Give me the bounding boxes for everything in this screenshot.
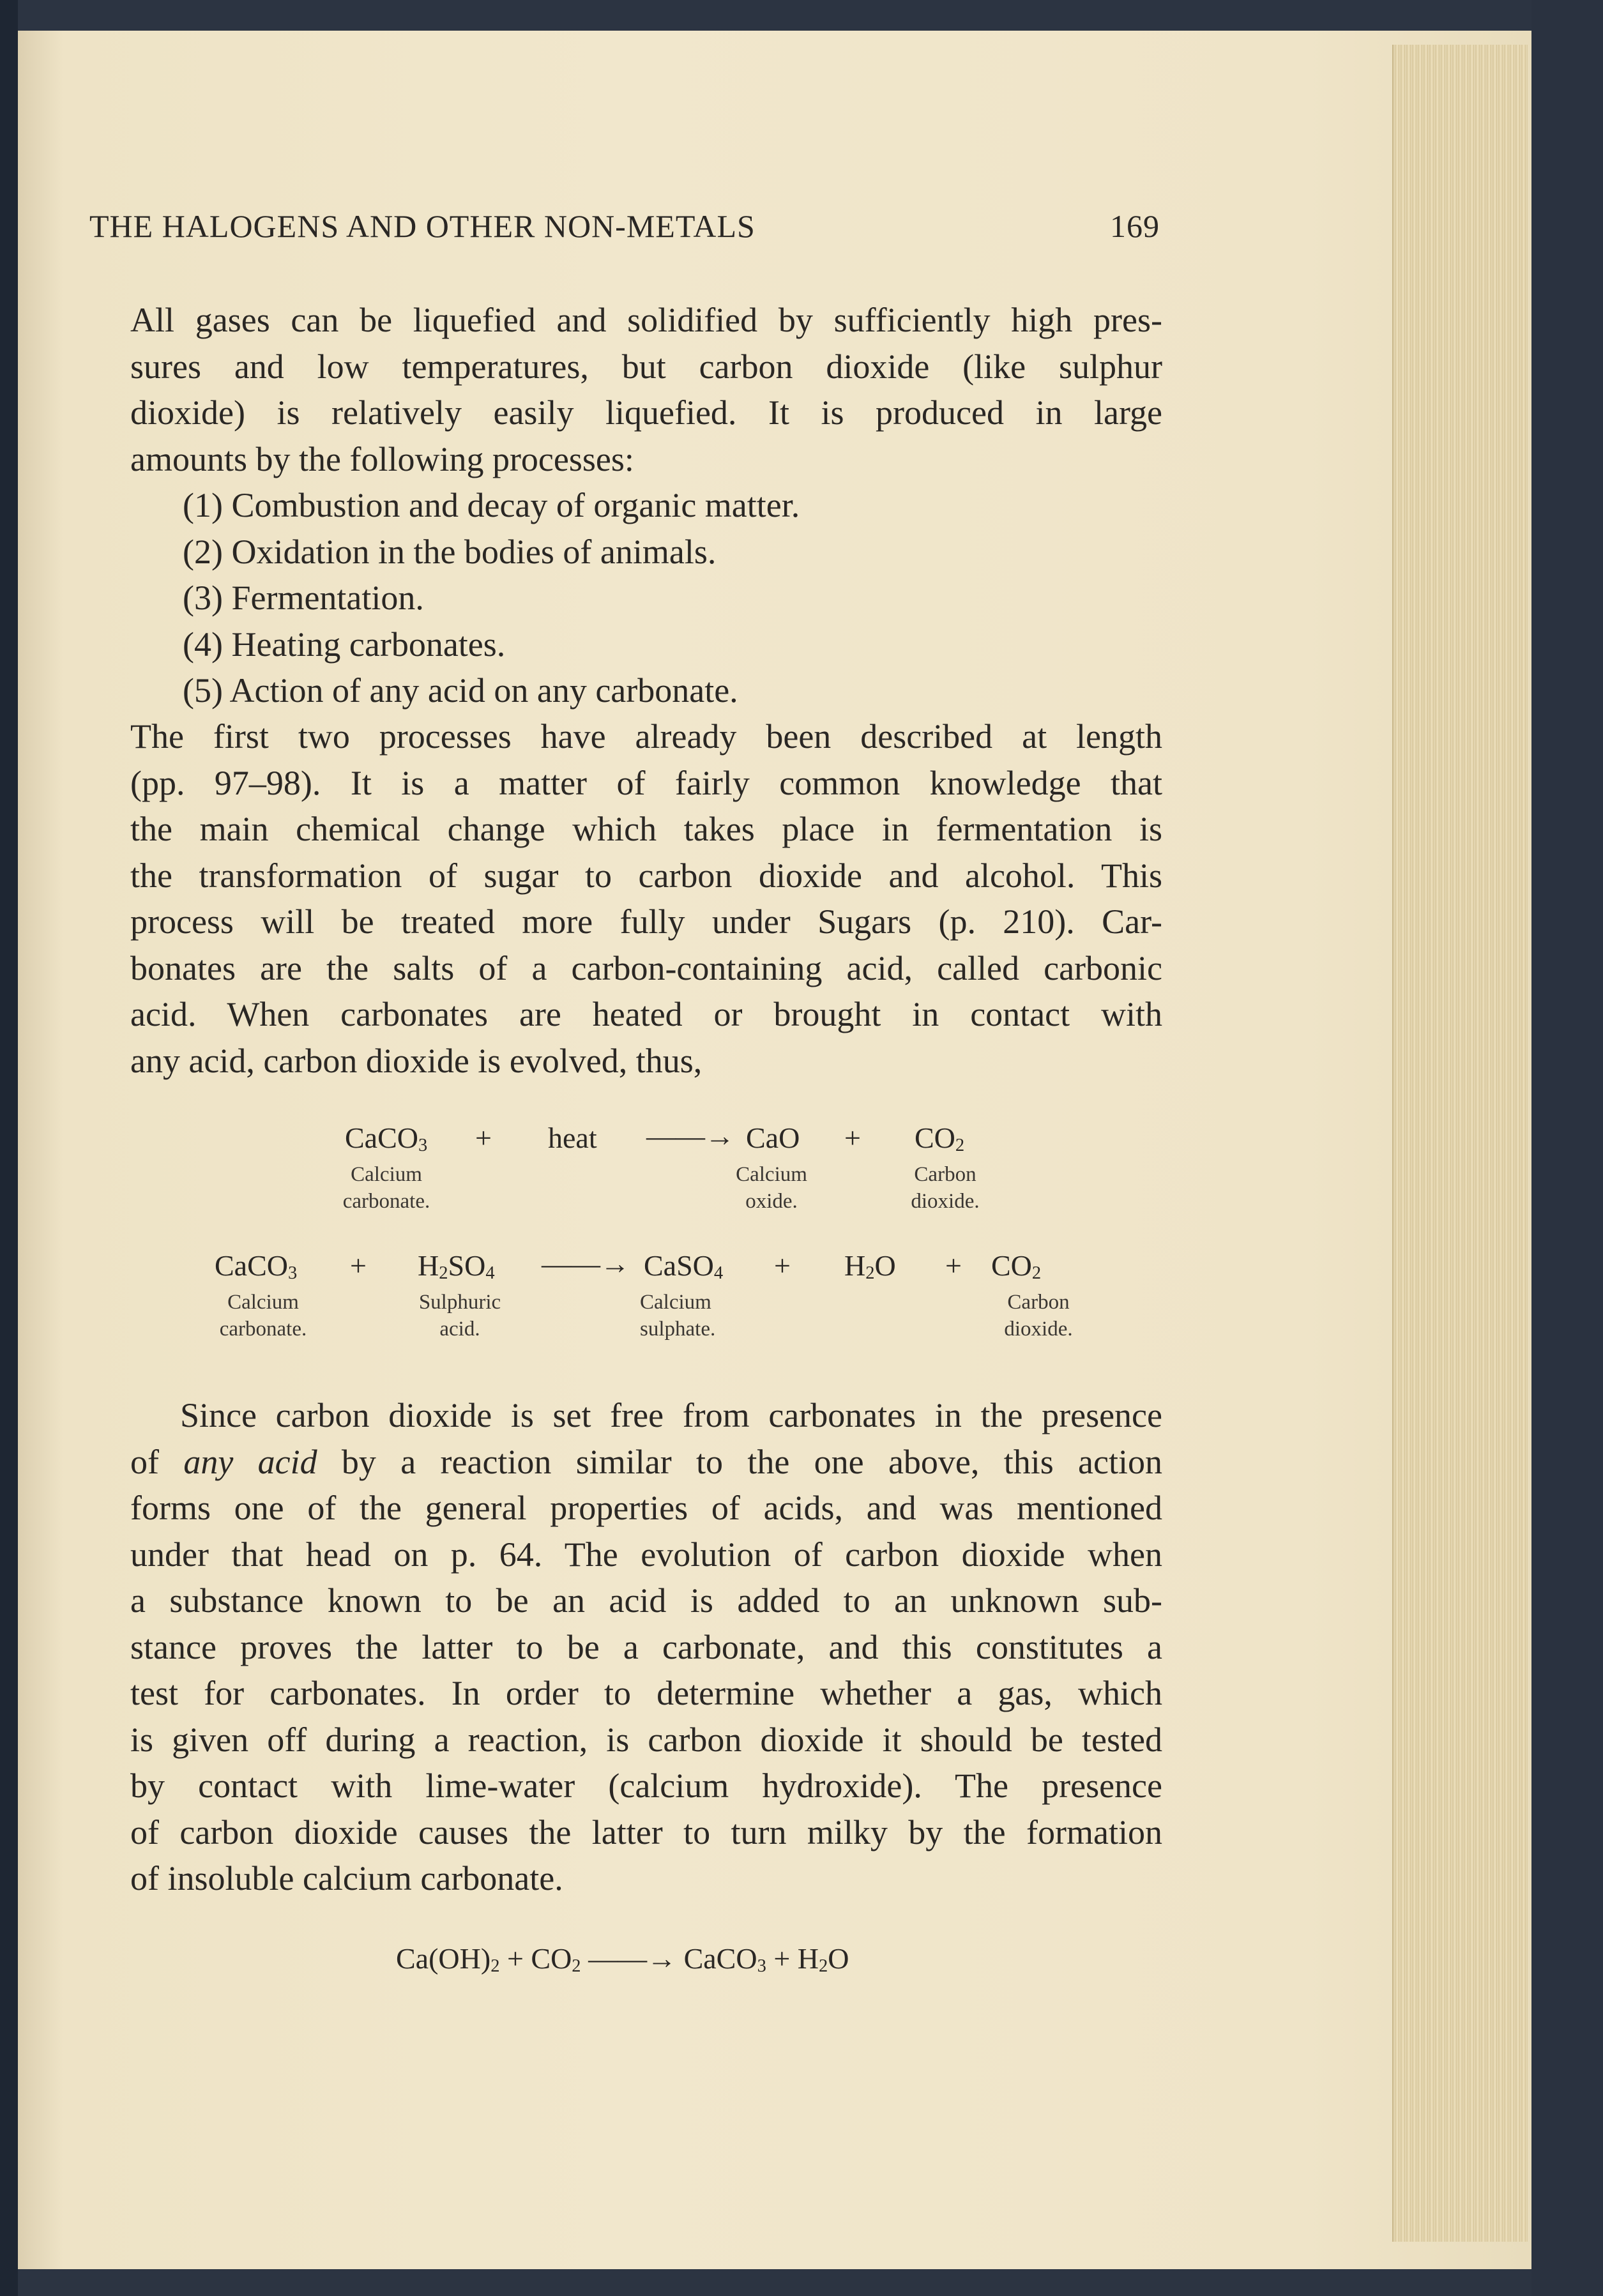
text-line: Since carbon dioxide is set free from carbonates in the presence bbox=[180, 1396, 1162, 1434]
emphasis-text: any acid bbox=[183, 1442, 317, 1481]
page-stack-edge bbox=[1392, 45, 1528, 2242]
text-line: forms one of the general properties of acids, and was mentioned bbox=[130, 1489, 1162, 1527]
equation-term: $H_2SO_4$ bbox=[418, 1249, 495, 1284]
plus-sign: + bbox=[945, 1249, 962, 1282]
text-line: process will be treated more fully under Sugars (p. 210). Car- bbox=[130, 902, 1162, 941]
text-line: the transformation of sugar to carbon dioxide and alcohol. This bbox=[130, 856, 1162, 895]
text-line: dioxide) is relatively easily liquefied. It is produced in large bbox=[130, 393, 1162, 432]
paragraph-processes bbox=[130, 713, 1162, 1084]
plus-sign: + bbox=[475, 1121, 492, 1154]
equation-term: $CO_2$ bbox=[915, 1121, 965, 1156]
compound-label: Calcium oxide. bbox=[736, 1163, 807, 1213]
process-list-item: (1) Combustion and decay of organic matter. bbox=[183, 486, 800, 524]
text-line: amounts by the following processes: bbox=[130, 439, 634, 478]
paragraph-acid-test bbox=[130, 1392, 1162, 1902]
running-header bbox=[89, 208, 1160, 245]
text-line: All gases can be liquefied and solidified by sufficiently high pres- bbox=[130, 301, 1162, 339]
text-line: The first two processes have already been described at length bbox=[130, 717, 1162, 756]
plus-sign: + bbox=[350, 1249, 367, 1282]
text-line: of insoluble calcium carbonate. bbox=[130, 1859, 563, 1897]
reaction-arrow: ——→ bbox=[542, 1247, 630, 1280]
equation-limewater-test: $Ca(OH)_2 + CO_2$ ——→ CaCO$_3$ + $H_2O$ bbox=[396, 1942, 849, 1977]
text-line: of carbon dioxide causes the latter to turn milky by the formation bbox=[130, 1813, 1162, 1851]
book-cover-right-edge bbox=[1531, 0, 1603, 2296]
text-line: of any acid by a reaction similar to the one above, this action bbox=[130, 1442, 1162, 1481]
text-line: a substance known to be an acid is added to an unknown sub- bbox=[130, 1581, 1162, 1620]
equation-term: CaSO$_4$ bbox=[644, 1249, 724, 1284]
compound-label: Calcium sulphate. bbox=[640, 1291, 716, 1341]
page-number: 169 bbox=[1110, 208, 1160, 244]
text-line: (pp. 97–98). It is a matter of fairly common knowledge that bbox=[130, 763, 1162, 802]
text-line: is given off during a reaction, is carbon dioxide it should be tested bbox=[130, 1720, 1162, 1759]
text-line: sures and low temperatures, but carbon dioxide (like sulphur bbox=[130, 347, 1162, 386]
running-header-title: THE HALOGENS AND OTHER NON-METALS bbox=[89, 208, 756, 244]
equation-term: CaO bbox=[746, 1121, 800, 1154]
plus-sign: + bbox=[844, 1121, 861, 1154]
process-list-item: (5) Action of any acid on any carbonate. bbox=[183, 671, 738, 710]
book-cover-left-edge bbox=[0, 0, 18, 2296]
text-line: bonates are the salts of a carbon-containing acid, called carbonic bbox=[130, 948, 1162, 987]
text-line: by contact with lime-water (calcium hydroxide). The presence bbox=[130, 1767, 1162, 1805]
compound-label: Calcium carbonate. bbox=[342, 1163, 430, 1213]
reaction-arrow: ——→ bbox=[646, 1120, 734, 1152]
equation-term: $H_2O$ bbox=[844, 1249, 896, 1284]
equation-term: heat bbox=[548, 1121, 597, 1154]
compound-label: Carbon dioxide. bbox=[1004, 1291, 1073, 1341]
text-line: acid. When carbonates are heated or brought in contact with bbox=[130, 995, 1162, 1033]
equation-term: CaCO$_3$ bbox=[215, 1249, 298, 1284]
text-line: any acid, carbon dioxide is evolved, thus, bbox=[130, 1041, 703, 1080]
compound-label: Calcium carbonate. bbox=[219, 1291, 307, 1341]
process-list-item: (4) Heating carbonates. bbox=[183, 625, 506, 664]
equation-term: $CO_2$ bbox=[991, 1249, 1042, 1284]
compound-label: Sulphuric acid. bbox=[418, 1291, 501, 1341]
process-list-item: (2) Oxidation in the bodies of animals. bbox=[183, 532, 717, 571]
text-line: under that head on p. 64. The evolution of carbon dioxide when bbox=[130, 1535, 1162, 1574]
plus-sign: + bbox=[774, 1249, 791, 1282]
equation-term: CaCO$_3$ bbox=[345, 1121, 428, 1156]
process-list-item: (3) Fermentation. bbox=[183, 579, 424, 617]
paragraph-intro bbox=[130, 297, 1162, 714]
text-line: stance proves the latter to be a carbonate, and this constitutes a bbox=[130, 1627, 1162, 1666]
text-line: the main chemical change which takes place in fermentation is bbox=[130, 810, 1162, 848]
compound-label: Carbon dioxide. bbox=[911, 1163, 980, 1213]
text-line: test for carbonates. In order to determine whether a gas, which bbox=[130, 1674, 1162, 1712]
